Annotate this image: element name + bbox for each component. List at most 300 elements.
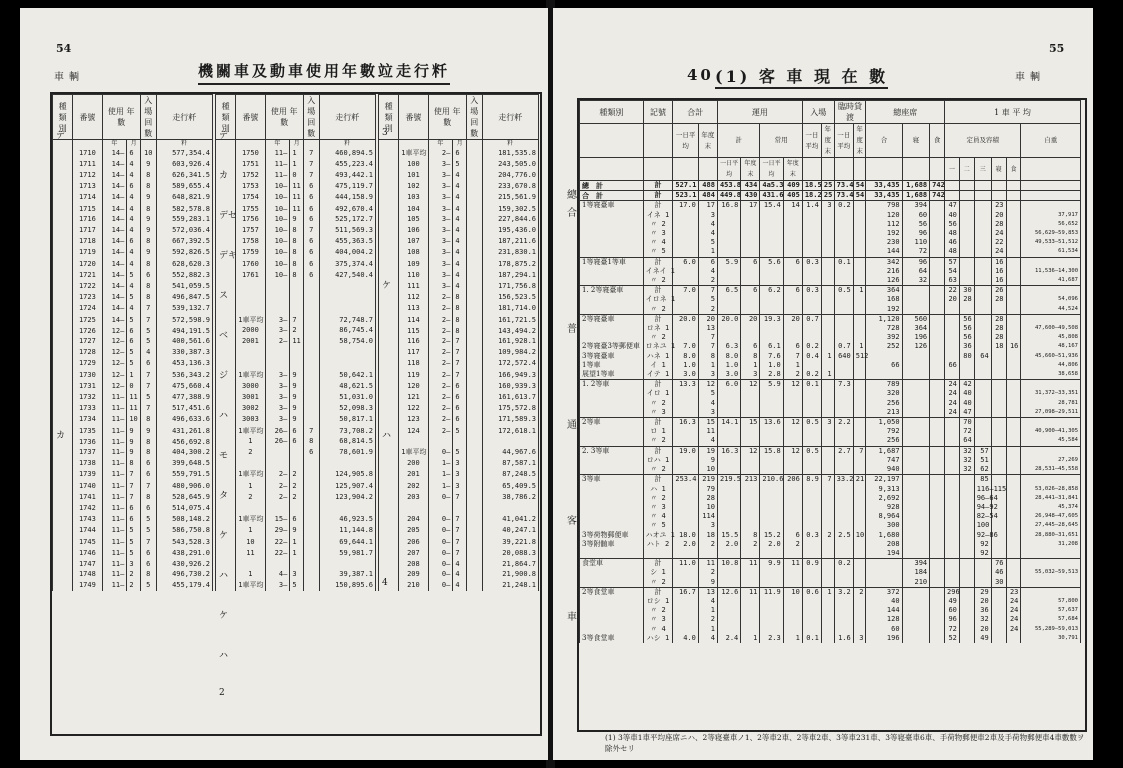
right-value-cell xyxy=(741,211,760,220)
right-value-cell xyxy=(717,211,740,220)
right-value-cell xyxy=(959,568,974,577)
left-kind-cell xyxy=(53,358,73,369)
left-months-cell: 4 xyxy=(127,214,141,225)
right-value-cell: 4 xyxy=(698,597,717,606)
left-distance-cell: 69,644.1 xyxy=(319,536,375,548)
left-repair-cell xyxy=(303,548,319,559)
right-value-cell xyxy=(945,352,960,361)
right-col-subheader-2 xyxy=(902,158,930,181)
right-value-cell xyxy=(930,295,945,304)
right-value-cell xyxy=(853,211,866,220)
left-kind-label: カ xyxy=(56,431,66,441)
left-repair-cell xyxy=(303,569,319,580)
table-row xyxy=(216,569,376,580)
right-value-cell: 96 xyxy=(945,615,960,624)
right-value-cell xyxy=(783,549,802,559)
right-value-cell xyxy=(717,305,740,315)
left-years-cell: 2— xyxy=(428,326,453,337)
right-col-subheader-2 xyxy=(698,158,717,181)
right-value-cell: 24 xyxy=(1006,597,1021,606)
right-symbol-cell: 〃 3 xyxy=(643,615,673,624)
left-months-cell: 3 xyxy=(453,469,467,480)
right-value-cell: 449.8 xyxy=(717,191,740,201)
right-value-cell xyxy=(902,456,930,465)
left-kind-cell xyxy=(216,314,236,326)
right-value-cell: 8,964 xyxy=(866,512,902,521)
right-value-cell: 13 xyxy=(698,324,717,333)
right-value-cell: 56 xyxy=(959,314,974,324)
right-value-cell xyxy=(834,625,853,634)
right-value-cell xyxy=(717,578,740,588)
table-row xyxy=(379,392,539,403)
left-kind-label: 2 xyxy=(219,688,225,698)
table-row xyxy=(379,403,539,414)
right-value-cell: 3 xyxy=(698,521,717,530)
right-value-cell: 1 xyxy=(698,247,717,257)
left-months-cell: 9 xyxy=(290,392,304,403)
left-distance-cell: 181,714.0 xyxy=(482,303,538,314)
left-kind-cell xyxy=(379,326,399,337)
table-row xyxy=(216,548,376,559)
left-distance-cell: 166,949.3 xyxy=(482,369,538,381)
right-value-cell: 3 xyxy=(821,418,834,428)
right-value-cell xyxy=(853,427,866,436)
right-symbol-cell: ロネ 1 xyxy=(643,324,673,333)
table-row xyxy=(216,436,376,447)
left-unit-cell: 年 xyxy=(102,140,127,148)
left-repair-cell xyxy=(466,469,482,480)
left-kind-cell xyxy=(379,347,399,358)
left-kind-cell xyxy=(216,436,236,447)
left-repair-cell xyxy=(466,225,482,236)
left-distance-cell: 21,864.7 xyxy=(482,559,538,570)
right-value-cell: 28,880—31,651 xyxy=(1021,531,1081,540)
left-distance-cell: 514,075.4 xyxy=(156,503,212,514)
table-row xyxy=(53,548,213,559)
right-value-cell: 28,531—45,558 xyxy=(1021,465,1081,475)
table-row xyxy=(53,492,213,503)
right-kind-cell xyxy=(580,238,644,247)
right-value-cell xyxy=(760,512,783,521)
left-years-cell: 2— xyxy=(428,414,453,425)
right-value-cell: 49 xyxy=(974,634,991,643)
right-value-cell xyxy=(930,597,945,606)
right-kind-cell: 3等食堂車 xyxy=(580,634,644,643)
table-row xyxy=(580,276,1081,286)
right-value-cell xyxy=(741,615,760,624)
right-value-cell xyxy=(760,465,783,475)
left-years-cell: 14— xyxy=(102,258,127,270)
table-row xyxy=(53,569,213,580)
left-months-cell: 0 xyxy=(290,170,304,181)
right-value-cell xyxy=(974,267,991,276)
right-value-cell: 8.0 xyxy=(717,352,740,361)
right-value-cell: 2 xyxy=(698,568,717,577)
left-repair-cell: 8 xyxy=(140,170,156,181)
table-row xyxy=(580,559,1081,569)
right-col-subheader-2 xyxy=(580,158,644,181)
left-col-header: 番號 xyxy=(73,95,102,140)
right-value-cell xyxy=(760,625,783,634)
right-value-cell: 728 xyxy=(866,324,902,333)
right-value-cell: 26,948—47,605 xyxy=(1021,512,1081,521)
right-value-cell xyxy=(945,314,960,324)
right-value-cell xyxy=(1006,352,1021,361)
left-years-cell: 0— xyxy=(428,559,453,570)
right-value-cell xyxy=(853,494,866,503)
left-repair-cell xyxy=(466,236,482,247)
right-value-cell xyxy=(821,238,834,247)
right-kind-cell: 2等食堂車 xyxy=(580,587,644,597)
right-value-cell xyxy=(1006,436,1021,446)
left-years-cell: 3— xyxy=(428,203,453,215)
right-value-cell: 3.0 xyxy=(717,370,740,380)
table-row xyxy=(379,369,539,381)
left-repair-cell: 8 xyxy=(140,281,156,292)
left-number-cell: 201 xyxy=(399,469,428,480)
table-row xyxy=(379,447,539,458)
right-value-cell xyxy=(741,494,760,503)
left-years-cell: 2— xyxy=(428,303,453,314)
right-value-cell: 2 xyxy=(783,540,802,549)
left-months-cell: 8 xyxy=(453,292,467,303)
right-col-subheader-2 xyxy=(930,158,945,181)
left-repair-cell xyxy=(466,425,482,437)
table-row xyxy=(53,347,213,358)
left-repair-cell xyxy=(303,558,319,569)
right-value-cell: 57,637 xyxy=(1021,606,1081,615)
left-number-cell: 124 xyxy=(399,425,428,437)
right-value-cell xyxy=(802,568,821,577)
left-years-cell xyxy=(265,458,290,469)
right-value-cell: 47 xyxy=(945,201,960,211)
right-value-cell xyxy=(853,229,866,238)
left-years-cell: 0— xyxy=(428,525,453,536)
right-value-cell: 55,289—59,013 xyxy=(1021,625,1081,634)
table-row xyxy=(216,414,376,425)
right-value-cell xyxy=(834,276,853,286)
left-distance-cell: 496,847.5 xyxy=(156,292,212,303)
left-kind-label: デセ xyxy=(219,211,237,221)
table-row xyxy=(216,270,376,281)
right-value-cell xyxy=(930,465,945,475)
right-value-cell xyxy=(741,465,760,475)
left-years-cell: 2— xyxy=(428,147,453,159)
left-years-cell: 2— xyxy=(428,314,453,326)
right-symbol-cell: 〃 4 xyxy=(643,625,673,634)
right-value-cell xyxy=(1006,549,1021,559)
right-value-cell xyxy=(945,559,960,569)
left-years-cell: 11— xyxy=(102,425,127,437)
table-row xyxy=(379,336,539,347)
right-value-cell: 2.2 xyxy=(834,418,853,428)
left-months-cell: 3 xyxy=(127,559,141,570)
left-number-cell: 3001 xyxy=(236,392,265,403)
left-col-header: 番號 xyxy=(236,95,265,140)
right-col-subheader-2 xyxy=(1021,158,1081,181)
left-repair-cell: 10 xyxy=(140,147,156,159)
left-repair-cell xyxy=(466,303,482,314)
left-col-header: 使用 年數 xyxy=(102,95,140,140)
left-number-cell xyxy=(399,503,428,514)
left-number-cell: 1750 xyxy=(236,147,265,159)
left-months-cell: 5 xyxy=(127,347,141,358)
left-number-cell: 209 xyxy=(399,569,428,580)
right-value-cell xyxy=(802,324,821,333)
left-distance-cell: 143,494.2 xyxy=(482,326,538,337)
right-value-cell xyxy=(802,494,821,503)
left-number-cell: 1車平均 xyxy=(236,314,265,326)
right-value-cell xyxy=(834,408,853,418)
right-value-cell xyxy=(802,361,821,370)
left-kind-cell xyxy=(379,225,399,236)
right-value-cell: 48 xyxy=(945,247,960,257)
right-value-cell xyxy=(834,389,853,398)
left-distance-cell: 455,179.4 xyxy=(156,580,212,591)
left-years-cell xyxy=(265,558,290,569)
table-row xyxy=(53,480,213,492)
right-value-cell: 8.0 xyxy=(673,352,698,361)
left-years-cell: 10— xyxy=(265,236,290,247)
table-row xyxy=(580,399,1081,408)
right-value-cell xyxy=(802,389,821,398)
right-value-cell: 144 xyxy=(866,247,902,257)
table-row xyxy=(379,203,539,215)
right-value-cell xyxy=(991,615,1006,624)
left-number-cell: 1715 xyxy=(73,203,102,215)
table-row xyxy=(580,389,1081,398)
table-row xyxy=(379,326,539,337)
left-page-number: 54 xyxy=(56,42,72,55)
left-kind-cell xyxy=(53,381,73,392)
right-value-cell: 144 xyxy=(866,606,902,615)
right-value-cell xyxy=(802,456,821,465)
right-value-cell: 0.1 xyxy=(834,257,853,267)
right-value-cell: 25 xyxy=(821,191,834,201)
right-value-cell xyxy=(821,559,834,569)
left-number-cell: 1723 xyxy=(73,292,102,303)
right-value-cell xyxy=(853,625,866,634)
right-value-cell xyxy=(991,549,1006,559)
left-number-cell: 1748 xyxy=(73,569,102,580)
left-years-cell: 11— xyxy=(102,580,127,591)
right-value-cell: 392 xyxy=(866,333,902,342)
right-value-cell: 49,533—51,512 xyxy=(1021,238,1081,247)
right-value-cell: 1,688 xyxy=(902,181,930,191)
left-months-cell: 11 xyxy=(290,181,304,192)
left-repair-cell: 5 xyxy=(140,580,156,591)
left-repair-cell xyxy=(303,514,319,525)
table-row xyxy=(379,303,539,314)
right-value-cell xyxy=(991,427,1006,436)
right-value-cell xyxy=(783,229,802,238)
left-kind-cell xyxy=(53,536,73,548)
left-years-cell xyxy=(265,281,290,292)
right-value-cell xyxy=(945,305,960,315)
left-col-header: 入場回數 xyxy=(303,95,319,140)
left-years-cell: 11— xyxy=(102,437,127,448)
table-row xyxy=(379,580,539,591)
left-months-cell: 4 xyxy=(127,192,141,203)
right-value-cell xyxy=(1021,286,1081,296)
right-value-cell: 16.8 xyxy=(717,201,740,211)
right-value-cell: 24 xyxy=(945,408,960,418)
right-section-label: 普 xyxy=(567,324,577,335)
table-row xyxy=(216,492,376,503)
right-value-cell xyxy=(930,494,945,503)
left-months-cell: 6 xyxy=(127,147,141,159)
right-kind-cell xyxy=(580,389,644,398)
right-value-cell xyxy=(1006,324,1021,333)
right-value-cell: 0.2 xyxy=(802,370,821,380)
right-col-subheader: 一日平均 xyxy=(834,124,853,158)
right-value-cell: 2.5 xyxy=(834,531,853,540)
left-page xyxy=(20,8,548,760)
left-repair-cell xyxy=(466,437,482,448)
right-title-number: 40 xyxy=(687,66,714,84)
right-value-cell xyxy=(834,229,853,238)
left-distance-cell xyxy=(319,503,375,514)
left-distance-cell: 541,059.5 xyxy=(156,281,212,292)
left-distance-cell: 73,708.2 xyxy=(319,425,375,437)
table-row xyxy=(216,225,376,236)
left-months-cell: 7 xyxy=(453,548,467,559)
right-value-cell xyxy=(802,540,821,549)
right-value-cell: 0.3 xyxy=(802,531,821,540)
right-value-cell xyxy=(930,324,945,333)
table-row xyxy=(379,270,539,281)
table-row xyxy=(53,414,213,425)
right-kind-cell xyxy=(580,485,644,494)
right-value-cell xyxy=(945,503,960,512)
left-kind-cell xyxy=(53,580,73,591)
left-kind-cell xyxy=(53,303,73,314)
right-value-cell xyxy=(945,531,960,540)
table-row xyxy=(53,181,213,192)
right-value-cell: 7.0 xyxy=(673,342,698,351)
right-value-cell: 45,374 xyxy=(1021,503,1081,512)
right-value-cell xyxy=(821,314,834,324)
right-symbol-cell: 計 xyxy=(643,191,673,201)
right-value-cell xyxy=(783,427,802,436)
right-value-cell xyxy=(853,549,866,559)
right-value-cell xyxy=(959,475,974,485)
right-value-cell: 3 xyxy=(698,408,717,418)
left-kind-cell xyxy=(53,403,73,414)
right-value-cell: 7 xyxy=(698,286,717,296)
left-months-cell: 5 xyxy=(127,358,141,369)
right-col-subheader-2 xyxy=(866,158,902,181)
right-value-cell xyxy=(853,485,866,494)
right-value-cell: 1 xyxy=(821,370,834,380)
left-distance-cell: 161,928.1 xyxy=(482,336,538,347)
table-row xyxy=(580,436,1081,446)
right-value-cell xyxy=(1006,201,1021,211)
right-value-cell xyxy=(802,549,821,559)
left-repair-cell: 9 xyxy=(140,425,156,437)
left-distance-cell: 431,261.8 xyxy=(156,425,212,437)
left-number-cell: 1車平均 xyxy=(236,425,265,437)
right-value-cell xyxy=(853,512,866,521)
left-kind-cell xyxy=(216,580,236,591)
left-years-cell: 0— xyxy=(428,492,453,503)
left-number-cell: 1742 xyxy=(73,503,102,514)
right-value-cell: 342 xyxy=(866,257,902,267)
table-row xyxy=(580,475,1081,485)
right-symbol-cell: ロネユ 1 xyxy=(643,342,673,351)
right-kind-cell xyxy=(580,625,644,634)
right-value-cell xyxy=(741,399,760,408)
left-kind-cell xyxy=(379,403,399,414)
left-years-cell: 3— xyxy=(265,314,290,326)
right-value-cell xyxy=(945,494,960,503)
left-kind-cell xyxy=(53,569,73,580)
left-years-cell: 11— xyxy=(102,525,127,536)
right-value-cell: 792 xyxy=(866,427,902,436)
right-value-cell xyxy=(717,324,740,333)
left-col-header: 種類別 xyxy=(53,95,73,140)
right-value-cell xyxy=(802,238,821,247)
left-months-cell: 8 xyxy=(453,303,467,314)
right-value-cell xyxy=(959,370,974,380)
left-distance-cell: 453,136.3 xyxy=(156,358,212,369)
right-value-cell: 54 xyxy=(945,267,960,276)
right-value-cell: 72 xyxy=(902,247,930,257)
right-value-cell xyxy=(783,606,802,615)
right-kind-cell xyxy=(580,427,644,436)
left-number-cell: 2 xyxy=(236,492,265,503)
right-header-label: 車輌 xyxy=(1015,72,1045,83)
left-repair-cell xyxy=(466,147,482,159)
right-value-cell: 6.3 xyxy=(717,342,740,351)
right-value-cell xyxy=(945,456,960,465)
right-value-cell xyxy=(974,257,991,267)
left-years-cell: 11— xyxy=(102,569,127,580)
right-value-cell: 1.4 xyxy=(802,201,821,211)
right-value-cell: 20 xyxy=(974,625,991,634)
left-number-cell: 1747 xyxy=(73,559,102,570)
left-repair-cell xyxy=(466,392,482,403)
right-value-cell xyxy=(930,305,945,315)
right-value-cell xyxy=(959,634,974,643)
right-value-cell xyxy=(930,399,945,408)
left-distance-cell: 39,387.1 xyxy=(319,569,375,580)
left-months-cell: 1 xyxy=(290,548,304,559)
left-distance-cell: 87,587.1 xyxy=(482,458,538,469)
right-value-cell xyxy=(802,578,821,588)
right-value-cell xyxy=(930,352,945,361)
right-col-header: 臨時貸渡 xyxy=(834,101,866,124)
left-distance-cell: 52,098.3 xyxy=(319,403,375,414)
left-kind-cell xyxy=(379,369,399,381)
right-value-cell xyxy=(783,503,802,512)
right-value-cell xyxy=(834,568,853,577)
left-repair-cell xyxy=(466,525,482,536)
left-months-cell: 4 xyxy=(127,258,141,270)
left-kind-cell xyxy=(53,236,73,247)
right-value-cell: 126 xyxy=(866,276,902,286)
left-distance-cell: 78,601.9 xyxy=(319,447,375,458)
left-number-cell: 1744 xyxy=(73,525,102,536)
right-value-cell xyxy=(930,389,945,398)
right-symbol-cell: 計 xyxy=(643,201,673,211)
left-months-cell: 6 xyxy=(290,514,304,525)
left-number-cell xyxy=(236,358,265,369)
right-value-cell xyxy=(991,625,1006,634)
left-number-cell: 1755 xyxy=(236,203,265,215)
right-value-cell xyxy=(866,352,902,361)
left-kind-cell xyxy=(216,225,236,236)
